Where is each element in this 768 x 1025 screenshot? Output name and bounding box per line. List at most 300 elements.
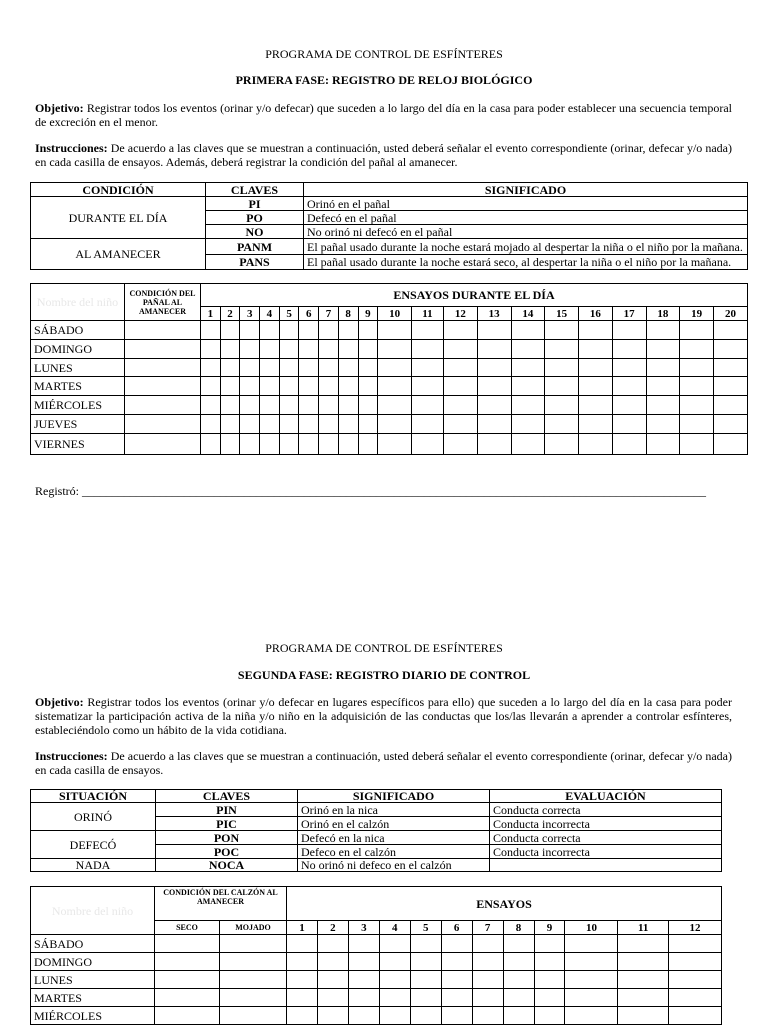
f2-key-meaning: Orinó en la nica [298, 803, 490, 817]
grid-cell[interactable] [319, 434, 339, 455]
grid-cell[interactable] [503, 953, 534, 971]
grid-cell[interactable] [201, 340, 221, 359]
grid-cell[interactable] [646, 434, 680, 455]
f2-keys-header-claves: CLAVES [156, 790, 298, 803]
grid-cell[interactable] [441, 935, 472, 953]
grid-cell[interactable] [646, 321, 680, 340]
grid-cell[interactable] [220, 989, 287, 1007]
grid-cell[interactable] [444, 340, 478, 359]
grid-cell[interactable] [125, 321, 201, 340]
grid-cell[interactable] [378, 434, 412, 455]
grid-cell[interactable] [220, 953, 287, 971]
f1-key-code: PANS [206, 255, 304, 270]
f2-name-cell[interactable]: Nombre del niño [31, 887, 155, 935]
grid-cell[interactable] [680, 359, 714, 377]
table-row [31, 989, 722, 1007]
f1-objective-text: Registrar todos los eventos (orinar y/o defecar) que suceden a lo largo del día en la casa para poder establecer una secuencia temporal de excreción en el menor. [35, 101, 732, 129]
grid-cell[interactable] [220, 377, 240, 396]
grid-cell[interactable] [680, 321, 714, 340]
grid-cell[interactable] [155, 989, 220, 1007]
grid-cell[interactable] [220, 359, 240, 377]
grid-cell[interactable] [503, 971, 534, 989]
day-label: MARTES [31, 989, 155, 1007]
grid-cell[interactable] [220, 321, 240, 340]
grid-cell[interactable] [299, 377, 319, 396]
grid-cell[interactable] [579, 396, 613, 415]
grid-cell[interactable] [511, 340, 545, 359]
grid-cell[interactable] [125, 415, 201, 434]
f1-key-code: NO [206, 225, 304, 239]
grid-cell[interactable] [668, 1007, 721, 1025]
grid-cell[interactable] [410, 989, 441, 1007]
grid-cell[interactable] [338, 434, 358, 455]
grid-cell[interactable] [534, 1007, 565, 1025]
f2-key-eval: Conducta correcta [490, 831, 722, 845]
f2-seco-header: SECO [155, 921, 220, 935]
grid-cell[interactable] [319, 415, 339, 434]
grid-cell[interactable] [410, 953, 441, 971]
f2-trial-number: 12 [668, 921, 721, 935]
grid-cell[interactable] [411, 434, 443, 455]
f1-cond-header: CONDICIÓN DEL PAÑAL AL AMANECER [125, 284, 201, 321]
grid-cell[interactable] [618, 971, 668, 989]
grid-cell[interactable] [511, 359, 545, 377]
grid-cell[interactable] [646, 396, 680, 415]
grid-cell[interactable] [155, 1007, 220, 1025]
grid-cell[interactable] [444, 359, 478, 377]
grid-cell[interactable] [511, 396, 545, 415]
grid-cell[interactable] [378, 377, 412, 396]
grid-cell[interactable] [201, 415, 221, 434]
grid-cell[interactable] [565, 935, 618, 953]
grid-cell[interactable] [612, 321, 646, 340]
grid-cell[interactable] [534, 989, 565, 1007]
f2-key-code: PON [156, 831, 298, 845]
grid-cell[interactable] [299, 415, 319, 434]
grid-cell[interactable] [220, 396, 240, 415]
grid-cell[interactable] [444, 377, 478, 396]
grid-cell[interactable] [220, 1007, 287, 1025]
grid-cell[interactable] [668, 935, 721, 953]
grid-cell[interactable] [348, 953, 379, 971]
f2-key-eval: Conducta incorrecta [490, 845, 722, 859]
grid-cell[interactable] [565, 971, 618, 989]
grid-cell[interactable] [358, 321, 378, 340]
f1-trial-number: 18 [646, 307, 680, 321]
grid-cell[interactable] [411, 415, 443, 434]
day-label: LUNES [31, 971, 155, 989]
f2-keys-header-significado: SIGNIFICADO [298, 790, 490, 803]
f1-key-code: PANM [206, 239, 304, 255]
grid-cell[interactable] [410, 935, 441, 953]
grid-cell[interactable] [299, 396, 319, 415]
f1-key-meaning: Orinó en el pañal [304, 197, 748, 211]
grid-cell[interactable] [477, 359, 511, 377]
grid-cell[interactable] [714, 396, 748, 415]
grid-cell[interactable] [260, 359, 280, 377]
f1-key-meaning: Defecó en el pañal [304, 211, 748, 225]
grid-cell[interactable] [680, 415, 714, 434]
f2-trial-number: 8 [503, 921, 534, 935]
f2-objective-text: Registrar todos los eventos (orinar y/o defecar en lugares específicos para ello) que suceden a lo largo del día en la casa para poder sistematizar la participación activa de la niña y/o niño en la adquisición de las conductas que los/las llevarán a aprender a controlar esfínteres, estableciéndolo como un hábito de la vida cotidiana. [35, 695, 732, 737]
grid-cell[interactable] [287, 989, 318, 1007]
grid-cell[interactable] [155, 953, 220, 971]
grid-cell[interactable] [125, 377, 201, 396]
f2-trial-number: 1 [287, 921, 318, 935]
grid-cell[interactable] [260, 415, 280, 434]
table-row [31, 415, 748, 434]
grid-cell[interactable] [317, 935, 348, 953]
grid-cell[interactable] [125, 434, 201, 455]
grid-cell[interactable] [579, 434, 613, 455]
f2-trial-number: 2 [317, 921, 348, 935]
grid-cell[interactable] [714, 340, 748, 359]
grid-cell[interactable] [411, 377, 443, 396]
grid-cell[interactable] [338, 396, 358, 415]
f1-trial-number: 2 [220, 307, 240, 321]
grid-cell[interactable] [220, 340, 240, 359]
grid-cell[interactable] [565, 1007, 618, 1025]
grid-cell[interactable] [410, 1007, 441, 1025]
grid-cell[interactable] [287, 971, 318, 989]
f1-heading: PROGRAMA DE CONTROL DE ESFÍNTERES [265, 47, 503, 61]
grid-cell[interactable] [240, 359, 260, 377]
grid-cell[interactable] [378, 359, 412, 377]
grid-cell[interactable] [220, 935, 287, 953]
grid-cell[interactable] [411, 321, 443, 340]
registro-line[interactable]: Registró: ________________________________________________________________________________________________________ [35, 484, 706, 498]
grid-cell[interactable] [441, 953, 472, 971]
f2-key-eval: Conducta correcta [490, 803, 722, 817]
grid-cell[interactable] [287, 953, 318, 971]
grid-cell[interactable] [240, 434, 260, 455]
grid-cell[interactable] [534, 935, 565, 953]
f1-key-meaning: El pañal usado durante la noche estará seco, al despertar la niña o el niño por la mañana. [304, 255, 748, 270]
grid-cell[interactable] [348, 971, 379, 989]
grid-cell[interactable] [240, 340, 260, 359]
grid-cell[interactable] [260, 321, 280, 340]
grid-cell[interactable] [319, 396, 339, 415]
grid-cell[interactable] [319, 340, 339, 359]
grid-cell[interactable] [410, 971, 441, 989]
f1-key-meaning: El pañal usado durante la noche estará mojado al despertar la niña o el niño por la mañana. [304, 239, 748, 255]
grid-cell[interactable] [220, 434, 240, 455]
grid-cell[interactable] [379, 971, 410, 989]
grid-cell[interactable] [201, 434, 221, 455]
grid-cell[interactable] [477, 396, 511, 415]
grid-cell[interactable] [201, 396, 221, 415]
f2-sit-defeco: DEFECÓ [31, 831, 156, 859]
grid-cell[interactable] [511, 321, 545, 340]
grid-cell[interactable] [338, 359, 358, 377]
grid-cell[interactable] [125, 396, 201, 415]
table-row [31, 340, 748, 359]
f1-name-cell[interactable]: Nombre del niño [31, 284, 125, 321]
grid-cell[interactable] [319, 359, 339, 377]
grid-cell[interactable] [279, 396, 299, 415]
grid-cell[interactable] [378, 321, 412, 340]
grid-cell[interactable] [612, 377, 646, 396]
grid-cell[interactable] [668, 953, 721, 971]
f1-key-code: PO [206, 211, 304, 225]
grid-cell[interactable] [411, 340, 443, 359]
grid-cell[interactable] [338, 377, 358, 396]
f2-mojado-header: MOJADO [220, 921, 287, 935]
day-label: MIÉRCOLES [31, 396, 125, 415]
grid-cell[interactable] [668, 989, 721, 1007]
grid-cell[interactable] [279, 359, 299, 377]
f1-objective [35, 101, 732, 129]
table-row [31, 321, 748, 340]
f2-trial-number: 4 [379, 921, 410, 935]
grid-cell[interactable] [579, 377, 613, 396]
grid-cell[interactable] [201, 359, 221, 377]
grid-cell[interactable] [618, 953, 668, 971]
grid-cell[interactable] [358, 434, 378, 455]
grid-cell[interactable] [279, 340, 299, 359]
grid-cell[interactable] [379, 1007, 410, 1025]
grid-cell[interactable] [240, 415, 260, 434]
grid-cell[interactable] [545, 340, 579, 359]
grid-cell[interactable] [287, 1007, 318, 1025]
grid-cell[interactable] [240, 377, 260, 396]
grid-cell[interactable] [714, 415, 748, 434]
grid-cell[interactable] [472, 971, 503, 989]
grid-cell[interactable] [511, 415, 545, 434]
grid-cell[interactable] [477, 377, 511, 396]
f2-trial-number: 7 [472, 921, 503, 935]
grid-cell[interactable] [579, 359, 613, 377]
grid-cell[interactable] [545, 377, 579, 396]
f2-keys-header-evaluacion: EVALUACIÓN [490, 790, 722, 803]
grid-cell[interactable] [317, 1007, 348, 1025]
grid-cell[interactable] [379, 935, 410, 953]
grid-cell[interactable] [317, 953, 348, 971]
f1-trial-number: 4 [260, 307, 280, 321]
grid-cell[interactable] [338, 415, 358, 434]
f2-instructions [35, 749, 732, 777]
grid-cell[interactable] [358, 415, 378, 434]
grid-cell[interactable] [714, 377, 748, 396]
grid-cell[interactable] [444, 396, 478, 415]
grid-cell[interactable] [279, 321, 299, 340]
f2-instructions-label: Instrucciones: [35, 749, 108, 763]
f2-key-code: PIC [156, 817, 298, 831]
grid-cell[interactable] [444, 434, 478, 455]
grid-cell[interactable] [545, 396, 579, 415]
grid-cell[interactable] [155, 935, 220, 953]
grid-cell[interactable] [125, 359, 201, 377]
f1-trial-number: 16 [579, 307, 613, 321]
grid-cell[interactable] [441, 989, 472, 1007]
grid-cell[interactable] [378, 396, 412, 415]
f2-sit-orino: ORINÓ [31, 803, 156, 831]
grid-cell[interactable] [260, 396, 280, 415]
day-label: JUEVES [31, 415, 125, 434]
grid-cell[interactable] [534, 953, 565, 971]
f1-key-meaning: No orinó ni defecó en el pañal [304, 225, 748, 239]
grid-cell[interactable] [646, 377, 680, 396]
grid-cell[interactable] [441, 971, 472, 989]
grid-cell[interactable] [579, 321, 613, 340]
f1-trials-grid [30, 283, 748, 455]
day-label: VIERNES [31, 434, 125, 455]
grid-cell[interactable] [612, 434, 646, 455]
f1-phase-title: PRIMERA FASE: REGISTRO DE RELOJ BIOLÓGICO [235, 73, 533, 87]
grid-cell[interactable] [565, 989, 618, 1007]
grid-cell[interactable] [646, 415, 680, 434]
f2-sit-nada: NADA [31, 859, 156, 872]
grid-cell[interactable] [378, 340, 412, 359]
grid-cell[interactable] [646, 359, 680, 377]
grid-cell[interactable] [579, 340, 613, 359]
grid-cell[interactable] [668, 971, 721, 989]
f1-trial-number: 19 [680, 307, 714, 321]
f1-trial-number: 12 [444, 307, 478, 321]
grid-cell[interactable] [319, 321, 339, 340]
grid-cell[interactable] [612, 340, 646, 359]
grid-cell[interactable] [618, 989, 668, 1007]
grid-cell[interactable] [125, 340, 201, 359]
grid-cell[interactable] [472, 1007, 503, 1025]
f2-keys-header-situacion: SITUACIÓN [31, 790, 156, 803]
f2-phase-title: SEGUNDA FASE: REGISTRO DIARIO DE CONTROL [237, 668, 531, 682]
grid-cell[interactable] [680, 396, 714, 415]
grid-cell[interactable] [299, 434, 319, 455]
grid-cell[interactable] [379, 953, 410, 971]
grid-cell[interactable] [220, 415, 240, 434]
day-label: MIÉRCOLES [31, 1007, 155, 1025]
table-row [31, 396, 748, 415]
f2-instructions-text: De acuerdo a las claves que se muestran a continuación, usted deberá señalar el evento correspondiente (orinar, defecar y/o nada) en cada casilla de ensayos. [35, 749, 732, 777]
grid-cell[interactable] [358, 359, 378, 377]
grid-cell[interactable] [441, 1007, 472, 1025]
f2-key-meaning: No orinó ni defeco en el calzón [298, 859, 490, 872]
grid-cell[interactable] [511, 434, 545, 455]
grid-cell[interactable] [612, 415, 646, 434]
grid-cell[interactable] [378, 415, 412, 434]
grid-cell[interactable] [477, 321, 511, 340]
grid-cell[interactable] [612, 359, 646, 377]
grid-cell[interactable] [545, 359, 579, 377]
grid-cell[interactable] [299, 359, 319, 377]
grid-cell[interactable] [411, 359, 443, 377]
grid-cell[interactable] [511, 377, 545, 396]
grid-cell[interactable] [503, 935, 534, 953]
day-label: DOMINGO [31, 953, 155, 971]
grid-cell[interactable] [477, 434, 511, 455]
grid-cell[interactable] [714, 359, 748, 377]
f1-trial-number: 9 [358, 307, 378, 321]
grid-cell[interactable] [260, 377, 280, 396]
f2-cond-header: CONDICIÓN DEL CALZÓN AL AMANECER [155, 887, 287, 921]
f2-trial-number: 5 [410, 921, 441, 935]
grid-cell[interactable] [201, 321, 221, 340]
grid-cell[interactable] [379, 989, 410, 1007]
grid-cell[interactable] [348, 1007, 379, 1025]
f2-key-code: NOCA [156, 859, 298, 872]
grid-cell[interactable] [358, 396, 378, 415]
grid-cell[interactable] [680, 434, 714, 455]
grid-cell[interactable] [618, 935, 668, 953]
f2-objective [35, 695, 732, 737]
grid-cell[interactable] [279, 415, 299, 434]
grid-cell[interactable] [279, 377, 299, 396]
f1-trial-number: 17 [612, 307, 646, 321]
grid-cell[interactable] [579, 415, 613, 434]
grid-cell[interactable] [444, 415, 478, 434]
f1-trial-number: 6 [299, 307, 319, 321]
f2-objective-label: Objetivo: [35, 695, 84, 709]
grid-cell[interactable] [338, 321, 358, 340]
f1-trial-number: 10 [378, 307, 412, 321]
grid-cell[interactable] [411, 396, 443, 415]
grid-cell[interactable] [545, 321, 579, 340]
grid-cell[interactable] [545, 434, 579, 455]
grid-cell[interactable] [260, 434, 280, 455]
grid-cell[interactable] [545, 415, 579, 434]
grid-cell[interactable] [220, 971, 287, 989]
grid-cell[interactable] [358, 340, 378, 359]
grid-cell[interactable] [477, 340, 511, 359]
grid-cell[interactable] [240, 396, 260, 415]
grid-cell[interactable] [477, 415, 511, 434]
grid-cell[interactable] [201, 377, 221, 396]
f1-objective-label: Objetivo: [35, 101, 84, 115]
grid-cell[interactable] [317, 989, 348, 1007]
grid-cell[interactable] [472, 989, 503, 1007]
grid-cell[interactable] [299, 340, 319, 359]
grid-cell[interactable] [348, 935, 379, 953]
f2-trials-grid [30, 886, 722, 1025]
grid-cell[interactable] [279, 434, 299, 455]
grid-cell[interactable] [680, 377, 714, 396]
grid-cell[interactable] [260, 340, 280, 359]
grid-cell[interactable] [348, 989, 379, 1007]
day-label: SÁBADO [31, 935, 155, 953]
grid-cell[interactable] [472, 953, 503, 971]
grid-cell[interactable] [646, 340, 680, 359]
grid-cell[interactable] [155, 971, 220, 989]
f1-instructions-text: De acuerdo a las claves que se muestran a continuación, usted deberá señalar el evento correspondiente (orinar, defecar y/o nada) en cada casilla de ensayos. Además, deberá registrar la condición del pañal al amanecer. [35, 141, 732, 169]
f1-instructions [35, 141, 732, 169]
grid-cell[interactable] [565, 953, 618, 971]
grid-cell[interactable] [714, 434, 748, 455]
grid-cell[interactable] [240, 321, 260, 340]
grid-cell[interactable] [299, 321, 319, 340]
grid-cell[interactable] [338, 340, 358, 359]
f2-trial-number: 3 [348, 921, 379, 935]
grid-cell[interactable] [358, 377, 378, 396]
grid-cell[interactable] [714, 321, 748, 340]
grid-cell[interactable] [612, 396, 646, 415]
grid-cell[interactable] [317, 971, 348, 989]
grid-cell[interactable] [503, 989, 534, 1007]
grid-cell[interactable] [534, 971, 565, 989]
grid-cell[interactable] [618, 1007, 668, 1025]
grid-cell[interactable] [444, 321, 478, 340]
f2-key-eval: Conducta incorrecta [490, 817, 722, 831]
f2-key-eval [490, 859, 722, 872]
table-row [31, 1007, 722, 1025]
grid-cell[interactable] [680, 340, 714, 359]
grid-cell[interactable] [472, 935, 503, 953]
grid-cell[interactable] [503, 1007, 534, 1025]
grid-cell[interactable] [287, 935, 318, 953]
f1-trial-number: 20 [714, 307, 748, 321]
grid-cell[interactable] [319, 377, 339, 396]
table-row [31, 935, 722, 953]
